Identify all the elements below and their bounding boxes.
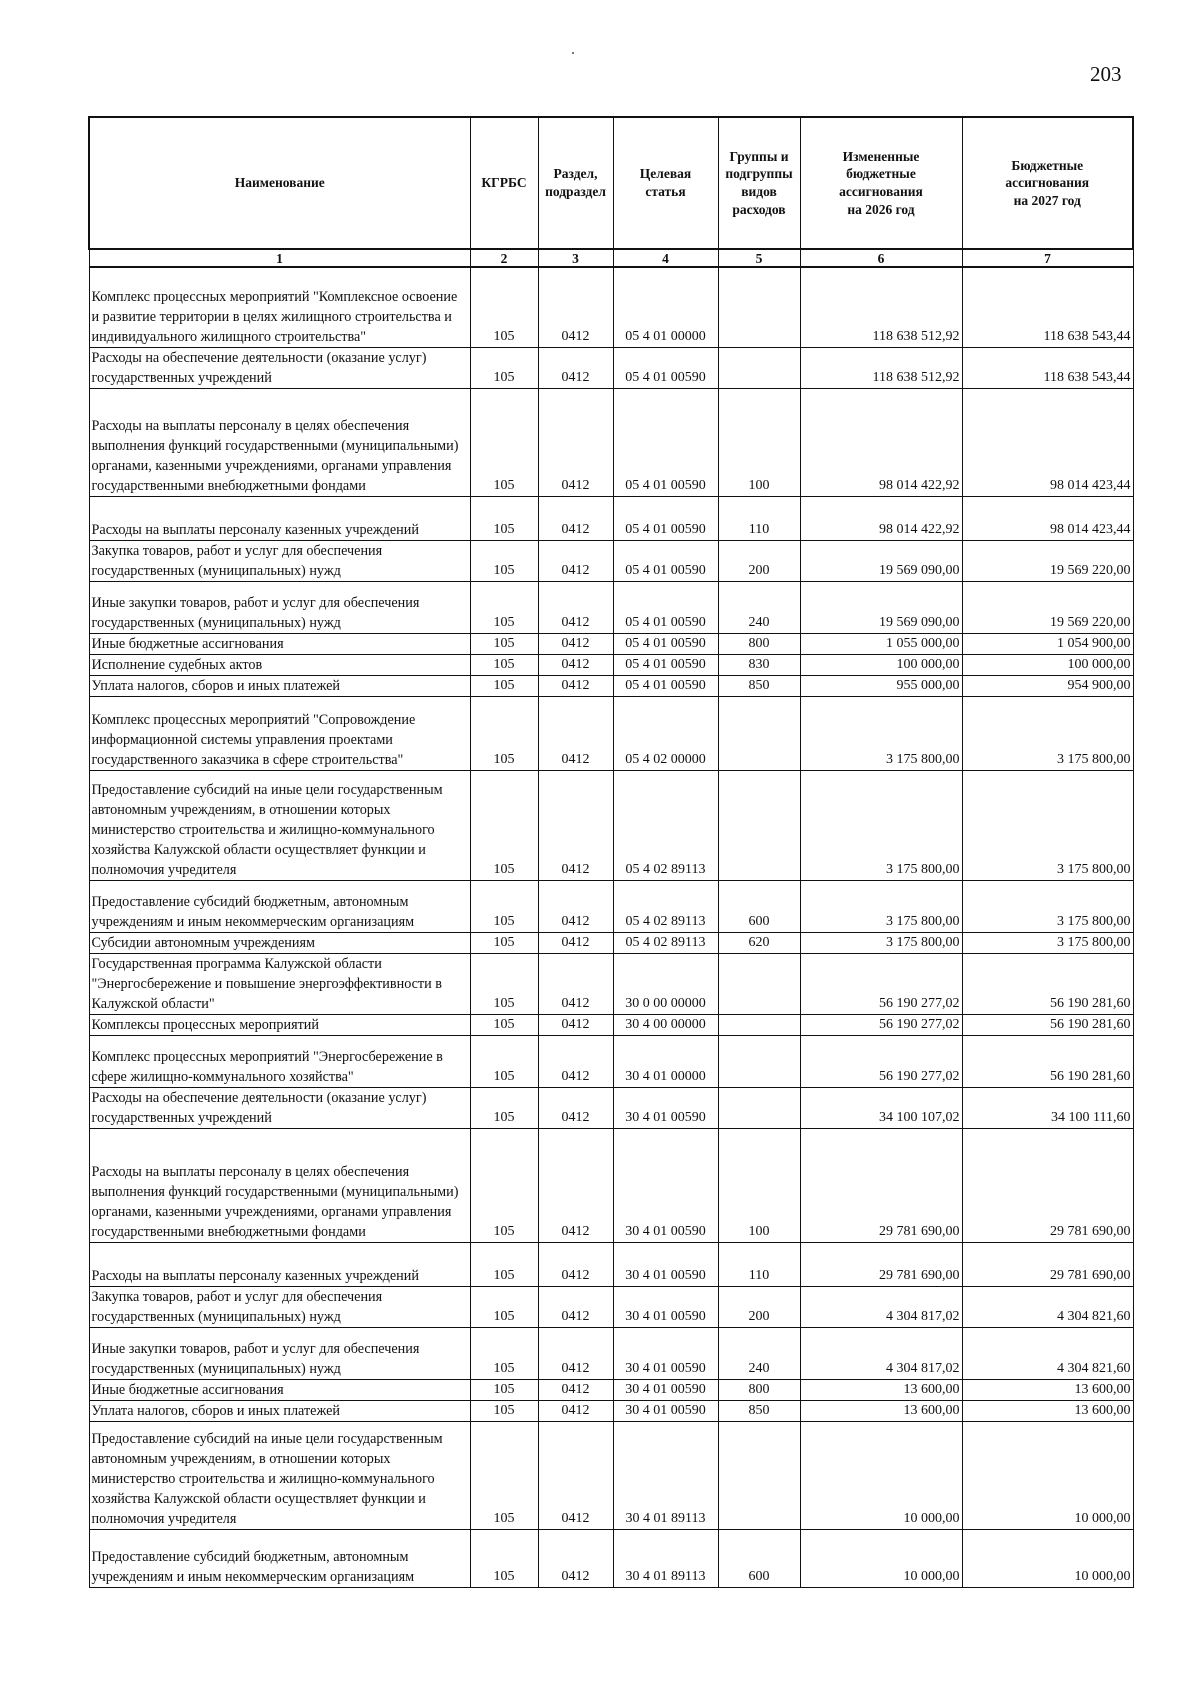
cell-amount-2027: 29 781 690,00 (962, 1128, 1133, 1242)
cell-group: 800 (718, 1379, 800, 1400)
cell-amount-2026: 98 014 422,92 (800, 496, 962, 540)
cell-group: 600 (718, 1529, 800, 1587)
cell-name: Иные закупки товаров, работ и услуг для обеспечения государственных (муниципальных) нужд (89, 581, 470, 633)
cell-kgrbs: 105 (470, 770, 538, 880)
cell-section: 0412 (538, 1286, 613, 1327)
column-number: 4 (613, 249, 718, 267)
cell-section: 0412 (538, 1242, 613, 1286)
cell-target: 05 4 02 00000 (613, 696, 718, 770)
cell-section: 0412 (538, 1421, 613, 1529)
cell-name: Иные бюджетные ассигнования (89, 633, 470, 654)
cell-amount-2027: 4 304 821,60 (962, 1286, 1133, 1327)
cell-name: Уплата налогов, сборов и иных платежей (89, 1400, 470, 1421)
cell-amount-2026: 118 638 512,92 (800, 347, 962, 388)
cell-target: 30 4 01 00590 (613, 1087, 718, 1128)
cell-kgrbs: 105 (470, 540, 538, 581)
cell-amount-2026: 29 781 690,00 (800, 1242, 962, 1286)
table-row (89, 267, 1133, 347)
cell-section: 0412 (538, 1087, 613, 1128)
cell-section: 0412 (538, 932, 613, 953)
cell-amount-2027: 118 638 543,44 (962, 347, 1133, 388)
cell-section: 0412 (538, 1035, 613, 1087)
cell-amount-2026: 13 600,00 (800, 1379, 962, 1400)
cell-name: Расходы на выплаты персоналу в целях обеспечения выполнения функций государственными (муниципальными) органами, казенными учреждениями, органами управления государственными внебюджетными фондами (89, 1128, 470, 1242)
cell-amount-2026: 56 190 277,02 (800, 1014, 962, 1035)
cell-group (718, 770, 800, 880)
table-row (89, 1035, 1133, 1087)
cell-amount-2026: 19 569 090,00 (800, 540, 962, 581)
column-number-row (89, 249, 1133, 267)
header-changed-2026: Измененные бюджетные ассигнования на 2026 год (800, 117, 962, 249)
cell-group: 200 (718, 540, 800, 581)
cell-kgrbs: 105 (470, 1529, 538, 1587)
column-number: 1 (89, 249, 470, 267)
cell-kgrbs: 105 (470, 581, 538, 633)
cell-kgrbs: 105 (470, 696, 538, 770)
cell-group (718, 1014, 800, 1035)
cell-name: Комплекс процессных мероприятий "Сопровождение информационной системы управления проектами государственного заказчика в сфере строительства" (89, 696, 470, 770)
cell-amount-2027: 100 000,00 (962, 654, 1133, 675)
table-row (89, 880, 1133, 932)
header-budget-2027: Бюджетные ассигнования на 2027 год (962, 117, 1133, 249)
table-row (89, 581, 1133, 633)
cell-kgrbs: 105 (470, 675, 538, 696)
cell-group: 100 (718, 388, 800, 496)
cell-target: 30 4 01 00590 (613, 1379, 718, 1400)
table-row (89, 696, 1133, 770)
cell-amount-2026: 56 190 277,02 (800, 953, 962, 1014)
table-row (89, 1014, 1133, 1035)
cell-target: 30 4 01 00000 (613, 1035, 718, 1087)
cell-section: 0412 (538, 953, 613, 1014)
table-row (89, 347, 1133, 388)
cell-amount-2026: 19 569 090,00 (800, 581, 962, 633)
cell-kgrbs: 105 (470, 267, 538, 347)
cell-group: 600 (718, 880, 800, 932)
cell-target: 30 4 01 89113 (613, 1529, 718, 1587)
table-row (89, 675, 1133, 696)
column-number: 7 (962, 249, 1133, 267)
cell-section: 0412 (538, 347, 613, 388)
cell-target: 30 4 01 00590 (613, 1400, 718, 1421)
cell-kgrbs: 105 (470, 1035, 538, 1087)
cell-section: 0412 (538, 1379, 613, 1400)
cell-kgrbs: 105 (470, 1242, 538, 1286)
cell-amount-2027: 29 781 690,00 (962, 1242, 1133, 1286)
cell-group (718, 347, 800, 388)
cell-amount-2027: 4 304 821,60 (962, 1327, 1133, 1379)
cell-amount-2027: 19 569 220,00 (962, 581, 1133, 633)
cell-group (718, 953, 800, 1014)
cell-amount-2026: 3 175 800,00 (800, 880, 962, 932)
column-number: 5 (718, 249, 800, 267)
cell-name: Комплекс процессных мероприятий "Комплексное освоение и развитие территории в целях жилищного строительства и индивидуального жилищного строительства" (89, 267, 470, 347)
cell-amount-2027: 56 190 281,60 (962, 953, 1133, 1014)
cell-target: 05 4 01 00590 (613, 581, 718, 633)
cell-target: 30 4 01 00590 (613, 1242, 718, 1286)
cell-amount-2026: 955 000,00 (800, 675, 962, 696)
cell-name: Расходы на выплаты персоналу казенных учреждений (89, 1242, 470, 1286)
cell-amount-2027: 13 600,00 (962, 1400, 1133, 1421)
cell-kgrbs: 105 (470, 1128, 538, 1242)
cell-target: 05 4 01 00590 (613, 388, 718, 496)
cell-name: Расходы на выплаты персоналу в целях обеспечения выполнения функций государственными (муниципальными) органами, казенными учреждениями, органами управления государственными внебюджетными фондами (89, 388, 470, 496)
cell-name: Комплексы процессных мероприятий (89, 1014, 470, 1035)
cell-target: 05 4 02 89113 (613, 770, 718, 880)
scan-speck (572, 52, 574, 54)
cell-section: 0412 (538, 770, 613, 880)
cell-amount-2026: 100 000,00 (800, 654, 962, 675)
table-row (89, 1400, 1133, 1421)
cell-amount-2027: 10 000,00 (962, 1421, 1133, 1529)
cell-kgrbs: 105 (470, 880, 538, 932)
cell-group (718, 1421, 800, 1529)
table-row (89, 1327, 1133, 1379)
cell-target: 05 4 01 00590 (613, 633, 718, 654)
cell-target: 05 4 01 00590 (613, 654, 718, 675)
cell-target: 05 4 02 89113 (613, 880, 718, 932)
cell-amount-2027: 98 014 423,44 (962, 388, 1133, 496)
cell-amount-2027: 13 600,00 (962, 1379, 1133, 1400)
cell-amount-2026: 1 055 000,00 (800, 633, 962, 654)
cell-section: 0412 (538, 1400, 613, 1421)
cell-amount-2027: 3 175 800,00 (962, 696, 1133, 770)
cell-amount-2026: 34 100 107,02 (800, 1087, 962, 1128)
cell-kgrbs: 105 (470, 1400, 538, 1421)
cell-amount-2026: 118 638 512,92 (800, 267, 962, 347)
header-row (89, 117, 1133, 249)
cell-section: 0412 (538, 675, 613, 696)
cell-kgrbs: 105 (470, 654, 538, 675)
cell-kgrbs: 105 (470, 1327, 538, 1379)
cell-amount-2026: 3 175 800,00 (800, 770, 962, 880)
cell-section: 0412 (538, 540, 613, 581)
cell-amount-2027: 56 190 281,60 (962, 1035, 1133, 1087)
cell-kgrbs: 105 (470, 1421, 538, 1529)
cell-kgrbs: 105 (470, 496, 538, 540)
column-number: 6 (800, 249, 962, 267)
cell-group: 830 (718, 654, 800, 675)
cell-name: Расходы на выплаты персоналу казенных учреждений (89, 496, 470, 540)
cell-target: 30 4 01 89113 (613, 1421, 718, 1529)
cell-name: Закупка товаров, работ и услуг для обеспечения государственных (муниципальных) нужд (89, 1286, 470, 1327)
cell-amount-2027: 10 000,00 (962, 1529, 1133, 1587)
table-row (89, 496, 1133, 540)
cell-amount-2027: 1 054 900,00 (962, 633, 1133, 654)
cell-group: 110 (718, 496, 800, 540)
cell-section: 0412 (538, 496, 613, 540)
cell-target: 05 4 01 00590 (613, 347, 718, 388)
cell-section: 0412 (538, 267, 613, 347)
cell-kgrbs: 105 (470, 1379, 538, 1400)
cell-name: Комплекс процессных мероприятий "Энергосбережение в сфере жилищно-коммунального хозяйства" (89, 1035, 470, 1087)
cell-section: 0412 (538, 654, 613, 675)
cell-group: 110 (718, 1242, 800, 1286)
cell-kgrbs: 105 (470, 347, 538, 388)
cell-amount-2027: 3 175 800,00 (962, 880, 1133, 932)
table-row (89, 633, 1133, 654)
cell-group (718, 696, 800, 770)
table-row (89, 1087, 1133, 1128)
cell-group: 100 (718, 1128, 800, 1242)
cell-section: 0412 (538, 581, 613, 633)
cell-amount-2026: 98 014 422,92 (800, 388, 962, 496)
cell-amount-2027: 56 190 281,60 (962, 1014, 1133, 1035)
cell-amount-2026: 56 190 277,02 (800, 1035, 962, 1087)
cell-amount-2027: 34 100 111,60 (962, 1087, 1133, 1128)
table-row (89, 1379, 1133, 1400)
header-kgrbs: КГРБС (470, 117, 538, 249)
cell-name: Уплата налогов, сборов и иных платежей (89, 675, 470, 696)
header-section: Раздел, подраздел (538, 117, 613, 249)
cell-name: Иные закупки товаров, работ и услуг для обеспечения государственных (муниципальных) нужд (89, 1327, 470, 1379)
table-body (89, 267, 1133, 1587)
cell-section: 0412 (538, 1327, 613, 1379)
cell-name: Иные бюджетные ассигнования (89, 1379, 470, 1400)
table-row (89, 1421, 1133, 1529)
cell-amount-2026: 10 000,00 (800, 1529, 962, 1587)
cell-target: 05 4 01 00000 (613, 267, 718, 347)
cell-section: 0412 (538, 633, 613, 654)
cell-section: 0412 (538, 696, 613, 770)
cell-name: Расходы на обеспечение деятельности (оказание услуг) государственных учреждений (89, 1087, 470, 1128)
cell-group: 620 (718, 932, 800, 953)
cell-name: Предоставление субсидий на иные цели государственным автономным учреждениям, в отношении которых министерство строительства и жилищно-коммунального хозяйства Калужской области осуществляет функции и полномочия учредителя (89, 770, 470, 880)
cell-name: Исполнение судебных актов (89, 654, 470, 675)
header-target: Целевая статья (613, 117, 718, 249)
cell-target: 05 4 01 00590 (613, 496, 718, 540)
cell-group: 850 (718, 675, 800, 696)
table-row (89, 654, 1133, 675)
cell-target: 30 4 01 00590 (613, 1286, 718, 1327)
cell-amount-2027: 3 175 800,00 (962, 770, 1133, 880)
table-row (89, 770, 1133, 880)
cell-name: Закупка товаров, работ и услуг для обеспечения государственных (муниципальных) нужд (89, 540, 470, 581)
page-number: 203 (1090, 62, 1122, 86)
cell-group: 240 (718, 581, 800, 633)
cell-name: Предоставление субсидий бюджетным, автономным учреждениям и иным некоммерческим организациям (89, 880, 470, 932)
cell-kgrbs: 105 (470, 953, 538, 1014)
column-number: 3 (538, 249, 613, 267)
cell-target: 05 4 02 89113 (613, 932, 718, 953)
budget-table (88, 116, 1134, 1588)
cell-amount-2027: 118 638 543,44 (962, 267, 1133, 347)
cell-group: 200 (718, 1286, 800, 1327)
cell-amount-2026: 10 000,00 (800, 1421, 962, 1529)
cell-name: Субсидии автономным учреждениям (89, 932, 470, 953)
cell-amount-2027: 954 900,00 (962, 675, 1133, 696)
table-row (89, 1128, 1133, 1242)
table-row (89, 388, 1133, 496)
table-row (89, 1529, 1133, 1587)
cell-target: 30 0 00 00000 (613, 953, 718, 1014)
table-row (89, 932, 1133, 953)
table-row (89, 953, 1133, 1014)
cell-group: 240 (718, 1327, 800, 1379)
cell-group (718, 267, 800, 347)
cell-amount-2026: 3 175 800,00 (800, 696, 962, 770)
cell-name: Предоставление субсидий на иные цели государственным автономным учреждениям, в отношении которых министерство строительства и жилищно-коммунального хозяйства Калужской области осуществляет функции и полномочия учредителя (89, 1421, 470, 1529)
cell-name: Государственная программа Калужской области "Энергосбережение и повышение энергоэффективности в Калужской области" (89, 953, 470, 1014)
header-groups: Группы и подгруппы видов расходов (718, 117, 800, 249)
cell-amount-2026: 13 600,00 (800, 1400, 962, 1421)
cell-kgrbs: 105 (470, 1014, 538, 1035)
cell-target: 30 4 01 00590 (613, 1128, 718, 1242)
cell-kgrbs: 105 (470, 1286, 538, 1327)
cell-section: 0412 (538, 1128, 613, 1242)
cell-kgrbs: 105 (470, 1087, 538, 1128)
cell-target: 30 4 01 00590 (613, 1327, 718, 1379)
cell-amount-2027: 3 175 800,00 (962, 932, 1133, 953)
table-row (89, 540, 1133, 581)
cell-target: 05 4 01 00590 (613, 540, 718, 581)
cell-amount-2026: 29 781 690,00 (800, 1128, 962, 1242)
cell-name: Расходы на обеспечение деятельности (оказание услуг) государственных учреждений (89, 347, 470, 388)
cell-section: 0412 (538, 1529, 613, 1587)
cell-amount-2027: 19 569 220,00 (962, 540, 1133, 581)
table-row (89, 1242, 1133, 1286)
cell-kgrbs: 105 (470, 932, 538, 953)
table-row (89, 1286, 1133, 1327)
header-name: Наименование (89, 117, 470, 249)
cell-section: 0412 (538, 1014, 613, 1035)
cell-amount-2027: 98 014 423,44 (962, 496, 1133, 540)
cell-target: 05 4 01 00590 (613, 675, 718, 696)
column-number: 2 (470, 249, 538, 267)
cell-kgrbs: 105 (470, 388, 538, 496)
cell-section: 0412 (538, 880, 613, 932)
cell-name: Предоставление субсидий бюджетным, автономным учреждениям и иным некоммерческим организациям (89, 1529, 470, 1587)
cell-group: 800 (718, 633, 800, 654)
cell-kgrbs: 105 (470, 633, 538, 654)
cell-amount-2026: 3 175 800,00 (800, 932, 962, 953)
cell-section: 0412 (538, 388, 613, 496)
cell-group: 850 (718, 1400, 800, 1421)
cell-amount-2026: 4 304 817,02 (800, 1327, 962, 1379)
cell-group (718, 1035, 800, 1087)
cell-amount-2026: 4 304 817,02 (800, 1286, 962, 1327)
cell-target: 30 4 00 00000 (613, 1014, 718, 1035)
cell-group (718, 1087, 800, 1128)
